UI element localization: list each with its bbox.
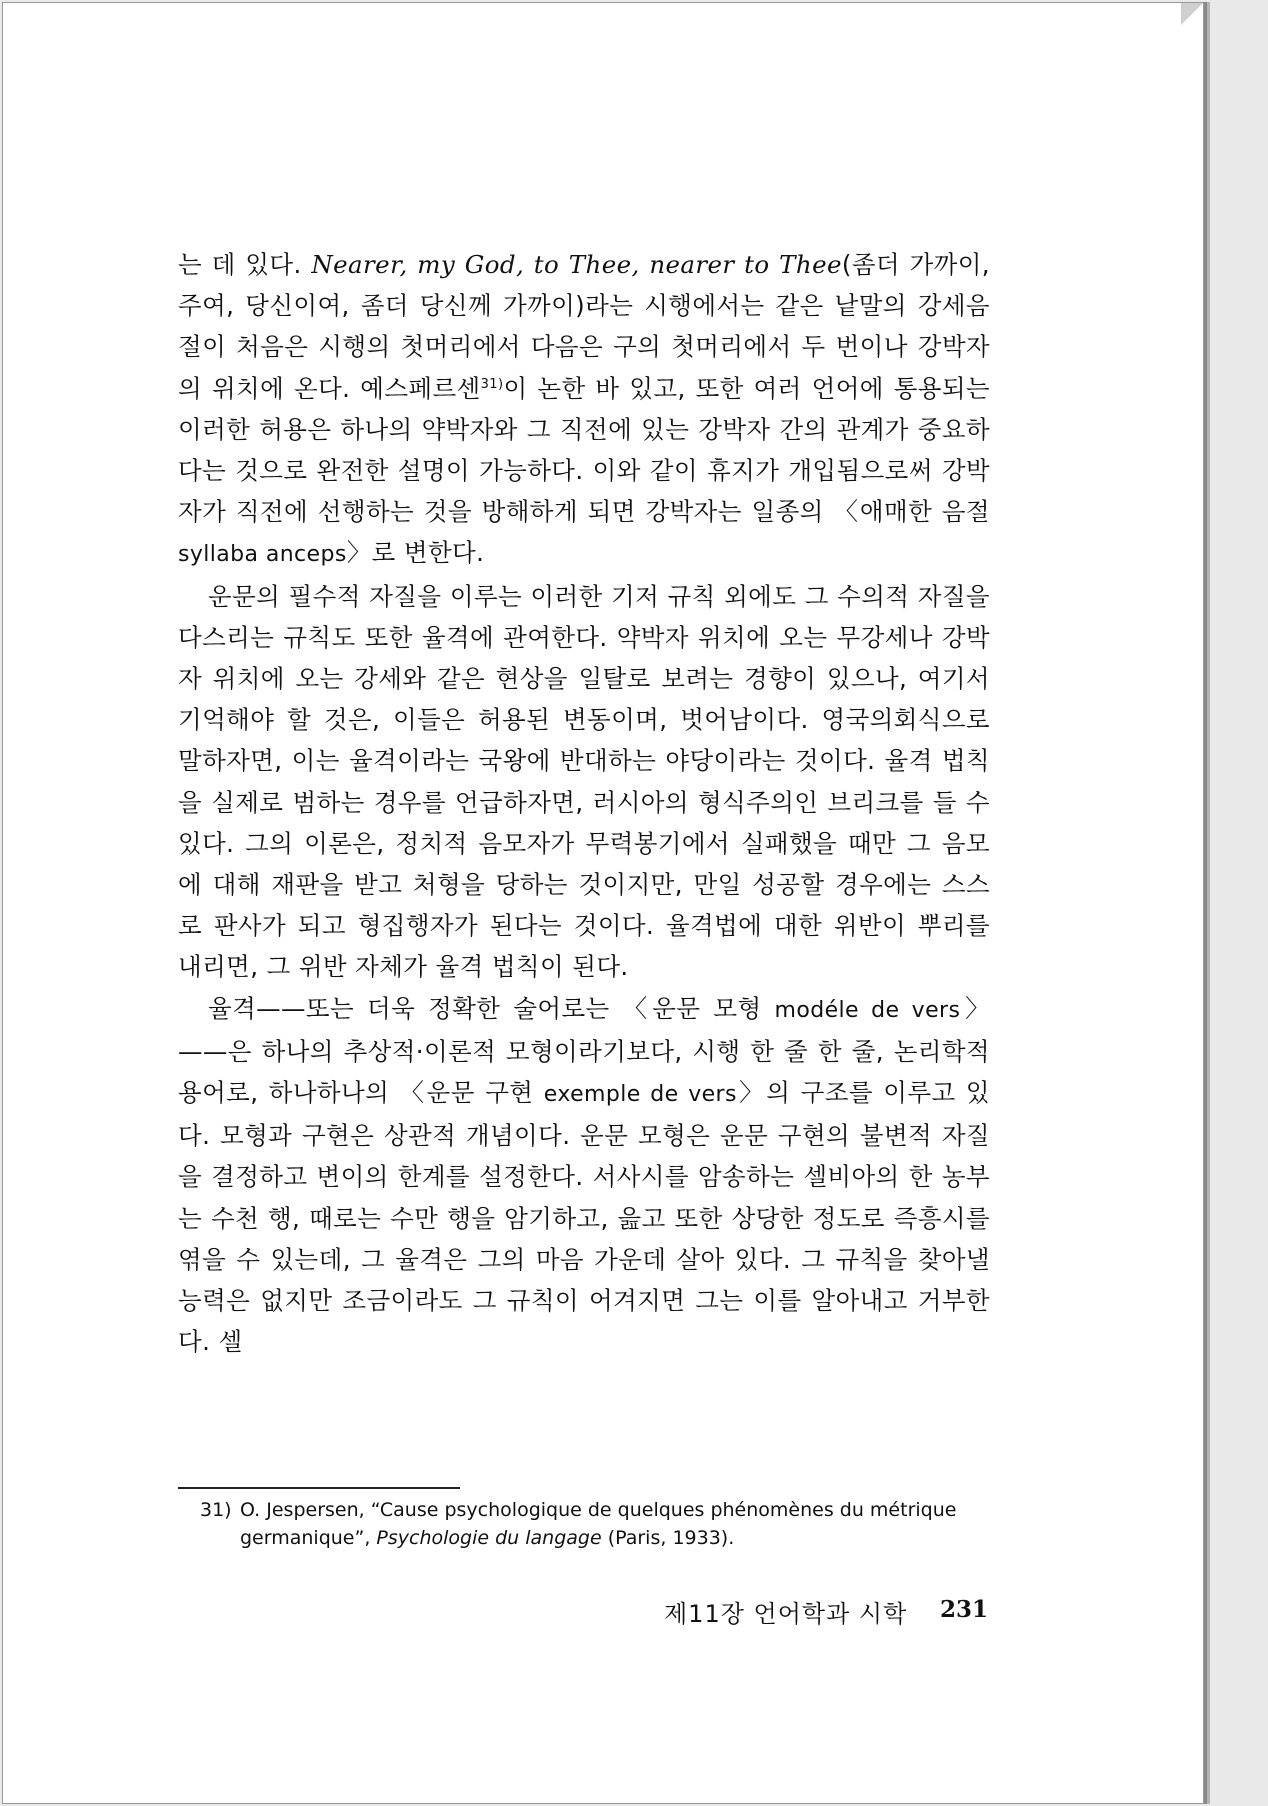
footnote-line-2	[200, 1524, 996, 1552]
paragraph-3-text-a: 율격——또는 더욱 정확한 술어로는 〈운문 모형	[208, 993, 775, 1023]
page-corner	[1181, 3, 1203, 25]
paragraph-2	[178, 576, 990, 988]
footnote-publication-info: (Paris, 1933).	[601, 1527, 735, 1549]
paragraph-1-text-b: (좀더 가까이, 주여, 당신이여, 좀더 당신께 가까이)라는 시행에서는 같은 낱말의 강세음절이 처음은 시행의 첫머리에서 다음은 구의 첫머리에서 두 번이나 강박자의 위치에 온다. 예스페르센	[178, 250, 990, 403]
footnote-citation: O. Jespersen, “Cause psychologique de quelques phénomènes du métrique	[240, 1499, 957, 1521]
paragraph-1-text-a: 는 데 있다.	[178, 250, 312, 279]
quoted-verse: Nearer, my God, to Thee, nearer to Thee	[311, 250, 842, 279]
body-text	[178, 244, 990, 1362]
footnote-line-1	[200, 1496, 996, 1524]
chapter-footer: 제11장 언어학과 시학	[664, 1600, 908, 1628]
paragraph-1	[178, 244, 990, 576]
paragraph-3-text-b: 〉——은 하나의 추상적·이론적 모형이라기보다, 시행 한 줄 한 줄, 논리학적 용어로, 하나하나의 〈운문 구현	[178, 993, 991, 1108]
paragraph-3	[178, 988, 990, 1363]
paragraph-2-text: 운문의 필수적 자질을 이루는 이러한 기저 규칙 외에도 그 수의적 자질을 다스리는 규칙도 또한 율격에 관여한다. 약박자 위치에 오는 무강세나 강박자 위치에 오는 강세와 같은 현상을 일탈로 보려는 경향이 있으나, 여기서 기억해야 할 것은, 이들은 허용된 변동이며, 벗어남이다. 영국의회식으로 말하자면, 이는 율격이라는 국왕에 반대하는 야당이라는 것이다. 율격 법칙을 실제로 범하는 경우를 언급하자면, 러시아의 형식주의인 브리크를 들 수 있다. 그의 이론은, 정치적 음모자가 무력봉기에서 실패했을 때만 그 음모에 대해 재판을 받고 처형을 당하는 것이지만, 만일 성공할 경우에는 스스로 판사가 되고 형집행자가 된다는 것이다. 율격법에 대한 위반이 뿌리를 내리면, 그 위반 자체가 율격 법칙이 된다.	[178, 581, 990, 982]
latin-term: modéle de vers	[774, 997, 961, 1023]
footnote-divider	[178, 1487, 460, 1489]
page-number: 231	[940, 1596, 989, 1623]
latin-term: syllaba anceps	[178, 542, 347, 568]
footnote-citation-cont: germanique”,	[240, 1527, 377, 1549]
footnote-31	[200, 1496, 996, 1552]
paragraph-1-text-d: 〉로 변한다.	[346, 538, 485, 568]
footnote-number: 31)	[200, 1499, 232, 1521]
footnote-reference[interactable]: 31)	[480, 376, 504, 392]
paragraph-3-text-c: 〉의 구조를 이루고 있다. 모형과 구현은 상관적 개념이다. 운문 모형은 운문 구현의 불변적 자질을 결정하고 변이의 한계를 설정한다. 서사시를 암송하는 셀비아의 한 농부는 수천 행, 때로는 수만 행을 암기하고, 읊고 또한 상당한 정도로 즉흥시를 엮을 수 있는데, 그 율격은 그의 마음 가운데 살아 있다. 그 규칙을 찾아낼 능력은 없지만 조금이라도 그 규칙이 어겨지면 그는 이를 알아내고 거부한다. 셀	[178, 1078, 990, 1357]
latin-term: exemple de vers	[543, 1082, 737, 1108]
paragraph-1-text-c: 이 논한 바 있고, 또한 여러 언어에 통용되는 이러한 허용은 하나의 약박자와 그 직전에 있는 강박자 간의 관계가 중요하다는 것으로 완전한 설명이 가능하다. 이와 같이 휴지가 개입됨으로써 강박자가 직전에 선행하는 것을 방해하게 되면 강박자는 일종의 〈애매한 음절	[178, 373, 990, 527]
footnote-book-title: Psychologie du langage	[376, 1527, 602, 1549]
